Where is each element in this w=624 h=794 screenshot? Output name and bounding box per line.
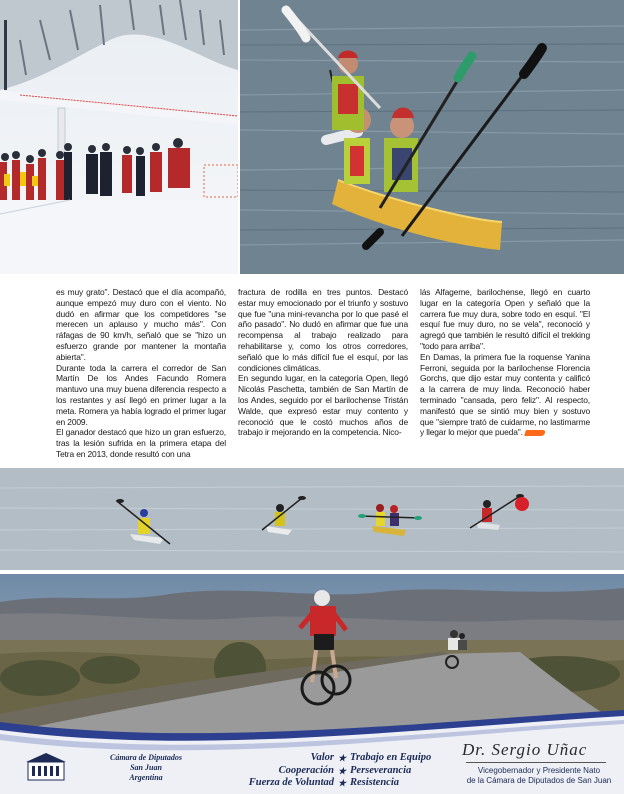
values-list (240, 752, 450, 790)
star-icon: ★ (338, 765, 347, 776)
article-body (0, 287, 624, 463)
star-icon: ★ (338, 753, 347, 763)
signer-role (464, 766, 614, 786)
values-row (240, 765, 450, 778)
article-column-1 (56, 287, 226, 460)
photo-kayak-strip (0, 468, 624, 570)
chamber-name-line: Argentina (129, 773, 163, 782)
value-left: Fuerza de Voluntad (248, 777, 334, 788)
paragraph: El ganador destacó que hizo un gran esfuerzo, tras la lesión sufrida en la primera etapa del Tetra en 2013, donde resultó con una (56, 427, 226, 459)
value-left: Valor (310, 752, 334, 763)
paragraph: fractura de rodilla en tres puntos. Destacó estar muy emocionado por el triunfo y sostuvo que fue "una mini-revancha por lo que pasé el año pasado". No dudó en afirmar que fue una recompensa al trabajo realizado para rehabilitarse y, como los otros corredores, señaló que lo más difícil fue el esquí, por las condiciones climáticas. (238, 287, 408, 373)
values-row (240, 777, 450, 790)
paragraph (420, 352, 590, 438)
value-right: Resistencia (350, 777, 399, 788)
photo-skiers-snow (0, 0, 238, 274)
paragraph: En segundo lugar, en la categoría Open, llegó Nicolás Paschetta, también de San Martín de los Andes, seguido por el barilochense Tristán Walde, que expresó estar muy contento y reconoció que le costó muchos años de trabajo ir mejorando en la competencia. Nico- (238, 373, 408, 438)
signature: Dr. Sergio Uñac (462, 740, 588, 759)
paragraph: es muy grato". Destacó que el día acompañó, aunque empezó muy duro con el viento. No dudó en afirmar que los competidores "se merecen un aplauso y mucho más". Con ráfagas de 90 km/h, señaló que se "hizo un esfuerzo grande por mantener la montaña abierta". (56, 287, 226, 362)
building-icon (26, 752, 66, 782)
paragraph: lás Alfageme, barilochense, llegó en cuarto lugar en la categoría Open y señaló que la carrera fue muy dura, sobre todo en esquí. "El esquí fue muy duro, no se vela", reconoció y agregó que también le resultó difícil el trekking "todo para arriba". (420, 287, 590, 351)
paragraph-text: En Damas, la primera fue la roquense Yanina Ferroni, seguida por la barilochense Florencia Gorchs, que dijo estar muy contenta y calificó a la carrera de muy linda. Reconoció haber terminado "cansada, pero feliz". Al respecto, manifestó que se sintió muy bien y sostuvo que "siempre trató de cuidarme, no lastimarme y llegar lo mejor que pueda". (420, 351, 590, 438)
article-column-3 (420, 287, 590, 438)
chamber-name-line: Cámara de Diputados (109, 753, 182, 762)
photo-kayak-racers (240, 0, 624, 274)
value-right: Perseverancia (350, 764, 412, 776)
value-right: Trabajo en Equipo (350, 752, 432, 763)
signer-role-line: Vicegobernador y Presidente Nato (477, 766, 601, 775)
paragraph: Durante toda la carrera el corredor de San Martín De los Andes Facundo Romera mantuvo una muy buena diferencia respecto a los restantes y así llegó en primer lugar a la meta. Romera ya había logrado el primer lugar en 2009. (56, 362, 226, 427)
values-row (240, 752, 450, 765)
chamber-name (96, 753, 196, 783)
signer-role-line: de la Cámara de Diputados de San Juan (466, 776, 612, 785)
star-icon: ★ (338, 778, 347, 788)
signature-underline (466, 762, 606, 763)
chamber-name-line: San Juan (130, 763, 162, 772)
end-of-article-mark (524, 430, 546, 436)
value-left: Cooperación (278, 764, 334, 776)
article-column-2 (238, 287, 408, 438)
